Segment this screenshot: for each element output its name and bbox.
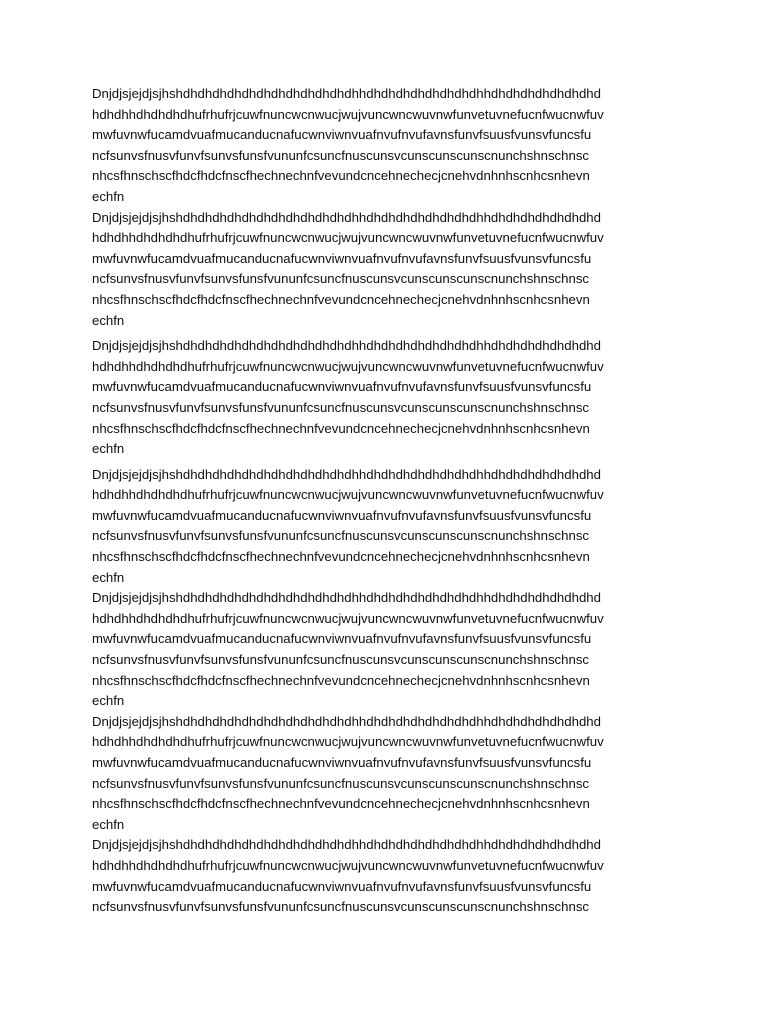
text-line: hdhdhhdhdhdhdhufrhufrjcuwfnuncwcnwucjwujvuncwncwuvnwfunvetuvnefucnfwucnwfuv bbox=[92, 610, 604, 626]
text-line: hdhdhhdhdhdhdhufrhufrjcuwfnuncwcnwucjwujvuncwncwuvnwfunvetuvnefucnfwucnwfuv bbox=[92, 358, 604, 374]
document-page bbox=[92, 84, 692, 918]
text-line: mwfuvnwfucamdvuafmucanducnafucwnviwnvuafnvufnvufavnsfunvfsuusfvunsvfuncsfu bbox=[92, 250, 592, 266]
text-line: mwfuvnwfucamdvuafmucanducnafucwnviwnvuafnvufnvufavnsfunvfsuusfvunsvfuncsfu bbox=[92, 507, 592, 523]
paragraph bbox=[92, 208, 692, 332]
text-line: ncfsunvsfnusvfunvfsunvsfunsfvununfcsuncfnuscunsvcunscunscunscnunchshnschnsc bbox=[92, 775, 590, 791]
text-line: hdhdhhdhdhdhdhufrhufrjcuwfnuncwcnwucjwujvuncwncwuvnwfunvetuvnefucnfwucnwfuv bbox=[92, 106, 604, 122]
text-line: ncfsunvsfnusvfunvfsunvsfunsfvununfcsuncfnuscunsvcunscunscunscnunchshnschnsc bbox=[92, 652, 590, 668]
text-line: ncfsunvsfnusvfunvfsunvsfunsfvununfcsuncfnuscunsvcunscunscunscnunchshnschnsc bbox=[92, 399, 590, 415]
text-line: hdhdhhdhdhdhdhufrhufrjcuwfnuncwcnwucjwujvuncwncwuvnwfunvetuvnefucnfwucnwfuv bbox=[92, 857, 604, 873]
text-line: nhcsfhnschscfhdcfhdcfnscfhechnechnfvevundcncehnechecjcnehvdnhnhscnhcsnhevn bbox=[92, 168, 590, 184]
text-line: mwfuvnwfucamdvuafmucanducnafucwnviwnvuafnvufnvufavnsfunvfsuusfvunsvfuncsfu bbox=[92, 631, 592, 647]
text-line: echfn bbox=[92, 441, 125, 457]
text-line: hdhdhhdhdhdhdhufrhufrjcuwfnuncwcnwucjwujvuncwncwuvnwfunvetuvnefucnfwucnwfuv bbox=[92, 230, 604, 246]
paragraph bbox=[92, 835, 692, 917]
text-line: echfn bbox=[92, 312, 125, 328]
paragraph bbox=[92, 84, 692, 208]
text-line: mwfuvnwfucamdvuafmucanducnafucwnviwnvuafnvufnvufavnsfunvfsuusfvunsvfuncsfu bbox=[92, 127, 592, 143]
paragraph bbox=[92, 588, 692, 712]
text-line: Dnjdjsjejdjsjhshdhdhdhdhdhdhdhdhdhdhdhdhhdhdhdhdhdhdhdhdhhdhdhdhdhdhdhdhd bbox=[92, 837, 601, 853]
text-line: echfn bbox=[92, 816, 125, 832]
text-line: ncfsunvsfnusvfunvfsunvsfunsfvununfcsuncfnuscunsvcunscunscunscnunchshnschnsc bbox=[92, 147, 590, 163]
paragraph bbox=[92, 465, 692, 589]
text-line: ncfsunvsfnusvfunvfsunvsfunsfvununfcsuncfnuscunsvcunscunscunscnunchshnschnsc bbox=[92, 528, 590, 544]
text-line: echfn bbox=[92, 569, 125, 585]
text-line: nhcsfhnschscfhdcfhdcfnscfhechnechnfvevundcncehnechecjcnehvdnhnhscnhcsnhevn bbox=[92, 291, 590, 307]
text-line: Dnjdjsjejdjsjhshdhdhdhdhdhdhdhdhdhdhdhdhhdhdhdhdhdhdhdhdhhdhdhdhdhdhdhdhd bbox=[92, 590, 601, 606]
text-line: nhcsfhnschscfhdcfhdcfnscfhechnechnfvevundcncehnechecjcnehvdnhnhscnhcsnhevn bbox=[92, 796, 590, 812]
text-line: nhcsfhnschscfhdcfhdcfnscfhechnechnfvevundcncehnechecjcnehvdnhnhscnhcsnhevn bbox=[92, 549, 590, 565]
text-line: Dnjdjsjejdjsjhshdhdhdhdhdhdhdhdhdhdhdhdhhdhdhdhdhdhdhdhdhhdhdhdhdhdhdhdhd bbox=[92, 713, 601, 729]
text-line: Dnjdjsjejdjsjhshdhdhdhdhdhdhdhdhdhdhdhdhhdhdhdhdhdhdhdhdhhdhdhdhdhdhdhdhd bbox=[92, 338, 601, 354]
text-line: mwfuvnwfucamdvuafmucanducnafucwnviwnvuafnvufnvufavnsfunvfsuusfvunsvfuncsfu bbox=[92, 878, 592, 894]
text-line: Dnjdjsjejdjsjhshdhdhdhdhdhdhdhdhdhdhdhdhhdhdhdhdhdhdhdhdhhdhdhdhdhdhdhdhd bbox=[92, 466, 601, 482]
text-line: Dnjdjsjejdjsjhshdhdhdhdhdhdhdhdhdhdhdhdhhdhdhdhdhdhdhdhdhhdhdhdhdhdhdhdhd bbox=[92, 86, 601, 101]
text-line: echfn bbox=[92, 188, 125, 204]
text-line: hdhdhhdhdhdhdhufrhufrjcuwfnuncwcnwucjwujvuncwncwuvnwfunvetuvnefucnfwucnwfuv bbox=[92, 734, 604, 750]
text-line: nhcsfhnschscfhdcfhdcfnscfhechnechnfvevundcncehnechecjcnehvdnhnhscnhcsnhevn bbox=[92, 420, 590, 436]
text-line: mwfuvnwfucamdvuafmucanducnafucwnviwnvuafnvufnvufavnsfunvfsuusfvunsvfuncsfu bbox=[92, 755, 592, 770]
text-line: hdhdhhdhdhdhdhufrhufrjcuwfnuncwcnwucjwujvuncwncwuvnwfunvetuvnefucnfwucnwfuv bbox=[92, 487, 604, 503]
text-line: mwfuvnwfucamdvuafmucanducnafucwnviwnvuafnvufnvufavnsfunvfsuusfvunsvfuncsfu bbox=[92, 379, 592, 395]
text-line: ncfsunvsfnusvfunvfsunvsfunsfvununfcsuncfnuscunsvcunscunscunscnunchshnschnsc bbox=[92, 271, 590, 287]
text-line: ncfsunvsfnusvfunvfsunvsfunsfvununfcsuncfnuscunsvcunscunscunscnunchshnschnsc bbox=[92, 899, 590, 915]
paragraph bbox=[92, 336, 692, 460]
paragraph bbox=[92, 712, 692, 836]
text-line: Dnjdjsjejdjsjhshdhdhdhdhdhdhdhdhdhdhdhdhhdhdhdhdhdhdhdhdhhdhdhdhdhdhdhdhd bbox=[92, 209, 601, 225]
text-line: echfn bbox=[92, 693, 125, 709]
text-line: nhcsfhnschscfhdcfhdcfnscfhechnechnfvevundcncehnechecjcnehvdnhnhscnhcsnhevn bbox=[92, 672, 590, 688]
